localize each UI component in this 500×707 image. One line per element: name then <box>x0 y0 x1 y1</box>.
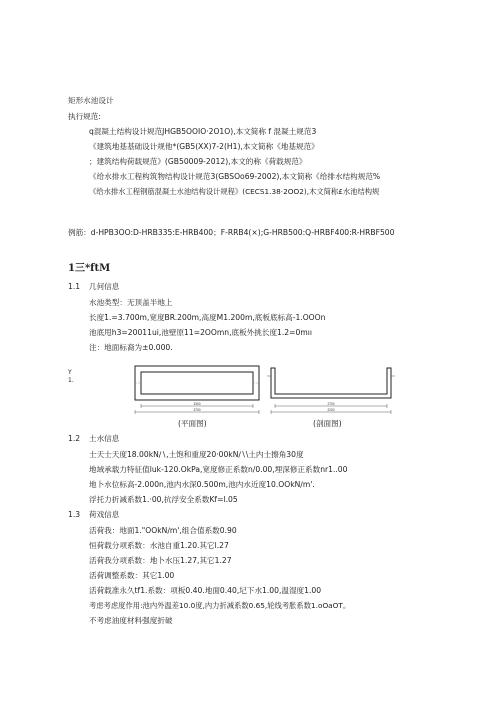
load-line: 活荷我：地面1."OOkN∕m',组合值系数0.90 <box>89 526 237 535</box>
section-dimension-b: 2200 <box>327 408 335 412</box>
section-1-2-number: 1.2 <box>68 434 81 443</box>
load-line: 活荷我分项系数：地卜水压1.27,其它1.27 <box>89 556 232 565</box>
section-dimension-a: 2700 <box>327 402 335 406</box>
section-heading: 1三*ftM <box>68 263 111 274</box>
spec-line: ；建筑结构荷载规范》(GB50009-2012),本文的称《荷载规范》 <box>89 157 307 166</box>
section-1-3-number: 1.3 <box>68 510 81 519</box>
plan-dimension-inner: 3300 <box>193 402 201 406</box>
rebar-note: 例筋：d-HPB3OO:D-HRB335:E-HRB400；F-RRB4(×);G-HRB500:Q-HRBF400:R-HRBF500 <box>68 228 395 237</box>
section-1-2-title: 土水信息 <box>89 434 120 443</box>
doc-title: 矩形水池设计 <box>68 96 114 105</box>
spec-line: q混凝土结构设计规范JHGB5OOIO·2O1O),本文简称 f 混凝土规范3 <box>89 127 317 136</box>
section-1-1-title: 几何信息 <box>89 282 120 291</box>
plan-view-caption: (平面图) <box>178 419 207 428</box>
geometry-line: 注：地面标裔为±0.000. <box>89 343 173 352</box>
section-1-1-number: 1.1 <box>68 282 81 291</box>
spec-line: 《建筑地基基础设计规他*(GB5(XX)7-2(H1),本文简称《地基规范》 <box>89 142 319 151</box>
geometry-line: 长度1.=3.700m,宽度BR.200m,高度M1.200m,底板底标高-1.OOOn <box>89 313 326 322</box>
soil-water-line: 地卜水位标高-2.000n,池内水深0.500m,池内水近度10.OOkN∕m'. <box>89 480 315 489</box>
section-view-drawing <box>267 362 397 418</box>
spec-line: 《给水排水工程构筑物结构设计规范3(GBSOo69-2002),本文简称《给排水结构规范% <box>89 172 381 181</box>
geometry-line: 水池类型：无顶盖半地上 <box>89 298 173 307</box>
plan-view-drawing <box>133 362 263 418</box>
section-view-caption: (剖面图) <box>313 419 342 428</box>
load-line: 活荷载准永久tf1.系数：项板0.40.地面0.40,圮下水1.00,温湿度1.00 <box>89 586 322 595</box>
load-line: 恒荷载分项系数：水池自重1.20.其它l.27 <box>89 541 229 550</box>
section-1-3-title: 荷戏信息 <box>89 510 120 519</box>
plan-dimension-outer: 3700 <box>193 408 201 412</box>
geometry-line: 池底甩h3=20011ui,池壁原11=2OOmn,底板外挑长度1.2=0mıı <box>89 328 312 337</box>
load-line: 不考虑油度材料强度折破 <box>89 616 173 625</box>
spec-line: 《给水排水工程钢筋混凝土水池结构设计规程》(CECS1.38·2OO2),木文简称£水池结构规 <box>89 187 380 196</box>
soil-water-line: 地域承载力特征值luk-120.OkPa,宽度修正系数n/0.00,埋深修正系数nr1..00 <box>89 465 348 474</box>
load-line: 活荷调整系数：其它1.00 <box>89 571 175 580</box>
figure-axis-label: Y <box>68 369 72 376</box>
soil-water-line: 士天士天度18.00kN∕∖,土饱和重度20·00kN∕∖\土内士擦角30度 <box>89 450 304 459</box>
spec-title: 执行规范: <box>68 112 101 121</box>
figure-axis-label: 1. <box>68 377 74 384</box>
soil-water-line: 浮托力折减系数1.·00,抗浮安全系数Kf=l.05 <box>89 495 238 504</box>
load-line: 考虑考虑度作用:池内外温差10.0度,内力折减系数0.65,轮线考胀系数1.oOaOT。 <box>89 601 351 610</box>
